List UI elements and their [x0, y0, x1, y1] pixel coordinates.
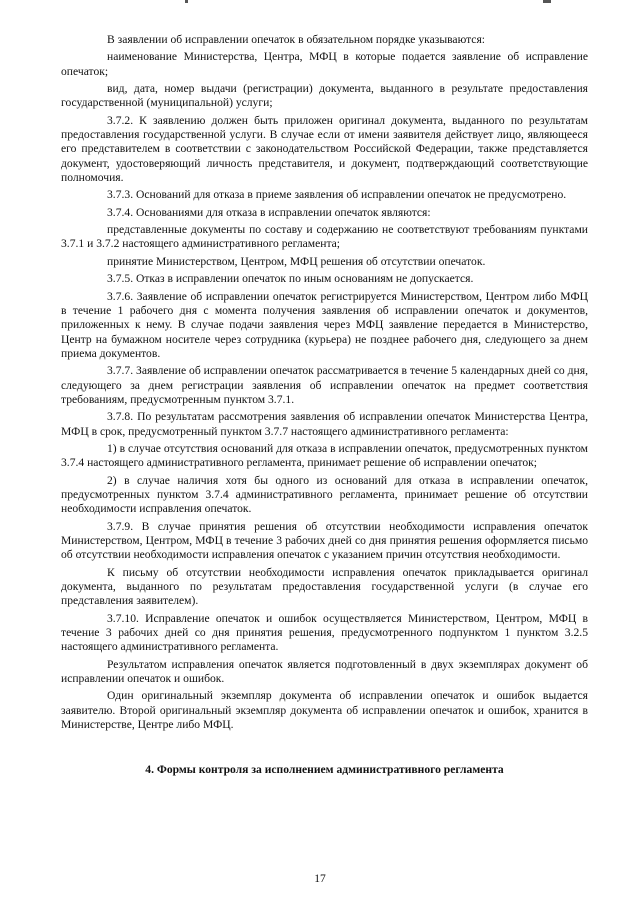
- scan-mark-left: [185, 0, 188, 3]
- paragraph: 3.7.7. Заявление об исправлении опечаток рассматривается в течение 5 календарных дней со дня, следующего за днем регистрации заявления об исправлении опечаток на предмет соответствия требованиям, предусмотренным пунктом 3.7.1.: [61, 364, 588, 406]
- paragraph: 3.7.3. Оснований для отказа в приеме заявления об исправлении опечаток не предусмотрено.: [107, 188, 567, 202]
- paragraph: 3.7.2. К заявлению должен быть приложен оригинал документа, выданного по результатам предоставления государственной услуги. В случае если от имени заявителя действует лицо, являющееся его представителем в соответствии с законодательством Российской Федерации, также представляется документ, удостоверяющий личность представителя, и документ, подтверждающий соответствующие полномочия.: [61, 113, 588, 185]
- paragraph: 3.7.5. Отказ в исправлении опечаток по иным основаниям не допускается.: [107, 272, 474, 286]
- paragraph: вид, дата, номер выдачи (регистрации) документа, выданного в результате предоставления государственной (муниципальной) услуги;: [61, 82, 588, 110]
- scan-mark-right: [543, 0, 551, 3]
- paragraph: В заявлении об исправлении опечаток в обязательном порядке указываются:: [107, 33, 485, 46]
- paragraph: Один оригинальный экземпляр документа об исправлении опечаток и ошибок выдается заявителю. Второй оригинальный экземпляр документа об исправлении опечаток и ошибок, хранится в Министерстве, Центре либо МФЦ.: [61, 689, 588, 732]
- paragraph: К письму об отсутствии необходимости исправления опечаток прикладывается оригинал документа, выданного по результатам предоставления государственной услуги (в случае его представления заявителем).: [61, 565, 588, 608]
- paragraph: 3.7.9. В случае принятия решения об отсутствии необходимости исправления опечаток Министерством, Центром, МФЦ в течение 3 рабочих дней со дня принятия решения оформляется письмо об отсутствии необходимости исправления опечаток с указанием причин отсутствия необходимости.: [61, 519, 588, 562]
- paragraph: 3.7.4. Основаниями для отказа в исправлении опечаток являются:: [107, 205, 431, 219]
- page-number: 17: [314, 872, 326, 885]
- paragraph: 1) в случае отсутствия оснований для отказа в исправлении опечаток, предусмотренных пунктом 3.7.4 настоящего административного регламента, принимает решение об исправлении опечаток;: [61, 441, 588, 470]
- document-body: [61, 33, 588, 778]
- paragraph: 3.7.10. Исправление опечаток и ошибок осуществляется Министерством, Центром, МФЦ в течение 3 рабочих дней со дня принятия решения, предусмотренного подпунктом 1 пунктом 3.2.5 настоящего административного регламента.: [61, 611, 588, 654]
- section-heading: 4. Формы контроля за исполнением административного регламента: [145, 763, 504, 777]
- paragraph: 2) в случае наличия хотя бы одного из оснований для отказа в исправлении опечаток, предусмотренных пунктом 3.7.4 административного регламента, принимает решение об отсутствии необходимости исправления опечаток.: [61, 473, 588, 516]
- paragraph: принятие Министерством, Центром, МФЦ решения об отсутствии опечаток.: [107, 254, 486, 268]
- paragraph: 3.7.8. По результатам рассмотрения заявления об исправлении опечаток Министерства Центра, МФЦ в срок, предусмотренный пунктом 3.7.7 настоящего административного регламента:: [61, 410, 588, 438]
- paragraph: Результатом исправления опечаток является подготовленный в двух экземплярах документ об исправлении опечаток и ошибок.: [61, 657, 588, 686]
- paragraph: представленные документы по составу и содержанию не соответствуют требованиям пунктами 3.7.1 и 3.7.2 настоящего административного регламента;: [61, 223, 588, 251]
- paragraph: наименование Министерства, Центра, МФЦ в которые подается заявление об исправление опечаток;: [61, 50, 588, 78]
- paragraph: 3.7.6. Заявление об исправлении опечаток регистрируется Министерством, Центром либо МФЦ в течение 1 рабочего дня с момента получения заявления об исправлении опечаток и документов, приложенных к нему. В случае подачи заявления через МФЦ заявление передается в Министерство, Центр на бумажном носителе через сотрудника (курьера) не позднее рабочего дня, следующего за днем приема документов.: [61, 289, 588, 360]
